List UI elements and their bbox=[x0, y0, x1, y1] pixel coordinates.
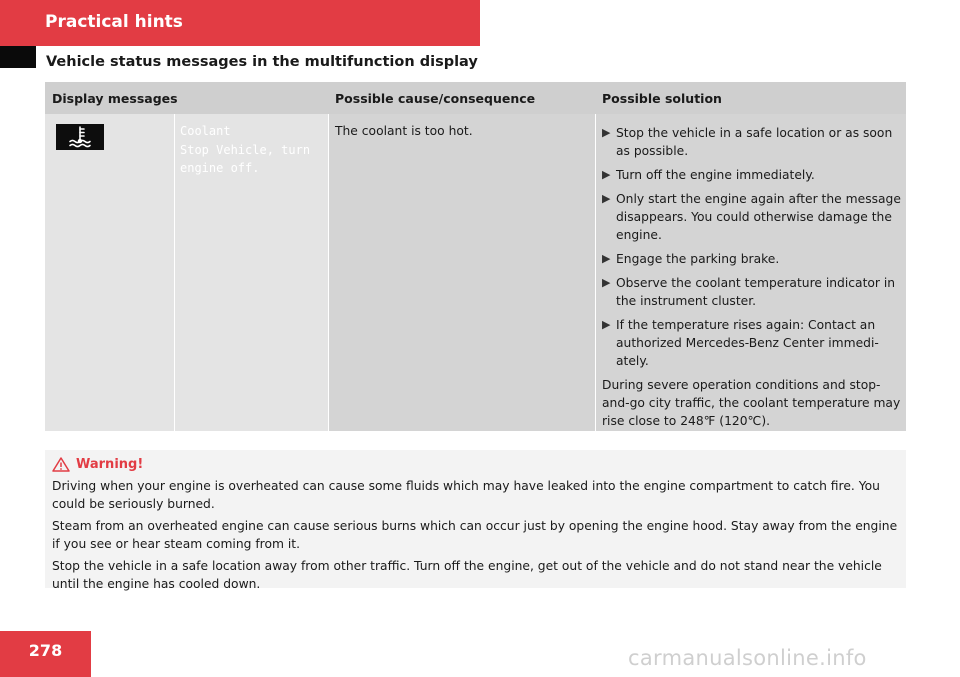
header-possible-cause: Possible cause/consequence bbox=[335, 91, 536, 106]
warning-header bbox=[52, 455, 899, 473]
cause-cell bbox=[329, 114, 595, 431]
solution-item: ▶ Engage the parking brake. bbox=[602, 252, 780, 266]
black-tab-marker bbox=[0, 46, 36, 68]
warning-box bbox=[45, 450, 906, 591]
cause-text: The coolant is too hot. bbox=[335, 124, 473, 138]
arrow-right-icon: ▶ bbox=[602, 168, 611, 181]
solution-cell bbox=[596, 114, 906, 431]
display-message-text bbox=[180, 122, 328, 178]
watermark-text: carmanualsonline.info bbox=[628, 646, 867, 670]
status-messages-table bbox=[45, 82, 906, 431]
solution-item: ▶ Stop the vehicle in a safe location or as soon as possible. bbox=[602, 126, 893, 158]
solution-list bbox=[602, 124, 902, 430]
section-title: Practical hints bbox=[45, 12, 183, 32]
solution-item: ▶ Observe the coolant temperature indicator in the instrument cluster. bbox=[602, 276, 896, 308]
page-number-box bbox=[0, 631, 91, 677]
solution-item: ▶ Only start the engine again after the message disappears. You could otherwise damage the engine. bbox=[602, 192, 901, 242]
temperature-note: During severe operation conditions and stop-and-go city traffic, the coolant temperature may rise close to 248℉ (120℃). bbox=[602, 378, 901, 428]
message-line: engine off. bbox=[180, 161, 260, 175]
message-line: Stop Vehicle, turn bbox=[180, 142, 311, 157]
solution-item: ▶ Turn off the engine immediately. bbox=[602, 168, 815, 182]
warning-title: Warning! bbox=[76, 456, 144, 472]
header-possible-solution: Possible solution bbox=[602, 91, 722, 106]
arrow-right-icon: ▶ bbox=[602, 192, 611, 205]
page-subtitle: Vehicle status messages in the multifunction display bbox=[46, 54, 478, 70]
arrow-right-icon: ▶ bbox=[602, 276, 611, 289]
coolant-temperature-icon bbox=[56, 124, 104, 150]
arrow-right-icon: ▶ bbox=[602, 252, 611, 265]
page-number: 278 bbox=[28, 641, 63, 660]
warning-paragraph: Steam from an overheated engine can cause serious burns which can occur just by opening the engine hood. Stay away from the engine if you see or hear steam coming from it. bbox=[52, 519, 898, 551]
header-display-messages: Display messages bbox=[52, 91, 178, 106]
warning-triangle-icon bbox=[52, 457, 70, 472]
warning-paragraph: Stop the vehicle in a safe location away from other traffic. Turn off the engine, get out of the vehicle and do not stand near the vehicle until the engine has cooled down. bbox=[52, 559, 882, 591]
message-line: Coolant bbox=[180, 124, 231, 138]
icon-cell bbox=[45, 114, 174, 431]
display-message-cell bbox=[175, 114, 328, 431]
arrow-right-icon: ▶ bbox=[602, 318, 611, 331]
warning-paragraph: Driving when your engine is overheated can cause some fluids which may have leaked into the engine compartment to catch fire. You could be seriously burned. bbox=[52, 479, 880, 511]
arrow-right-icon: ▶ bbox=[602, 126, 611, 139]
header-bar bbox=[0, 0, 480, 46]
table-header-row bbox=[45, 82, 906, 114]
solution-item: ▶ If the temperature rises again: Contact an authorized Mercedes-Benz Center immedi- ately. bbox=[602, 318, 879, 368]
